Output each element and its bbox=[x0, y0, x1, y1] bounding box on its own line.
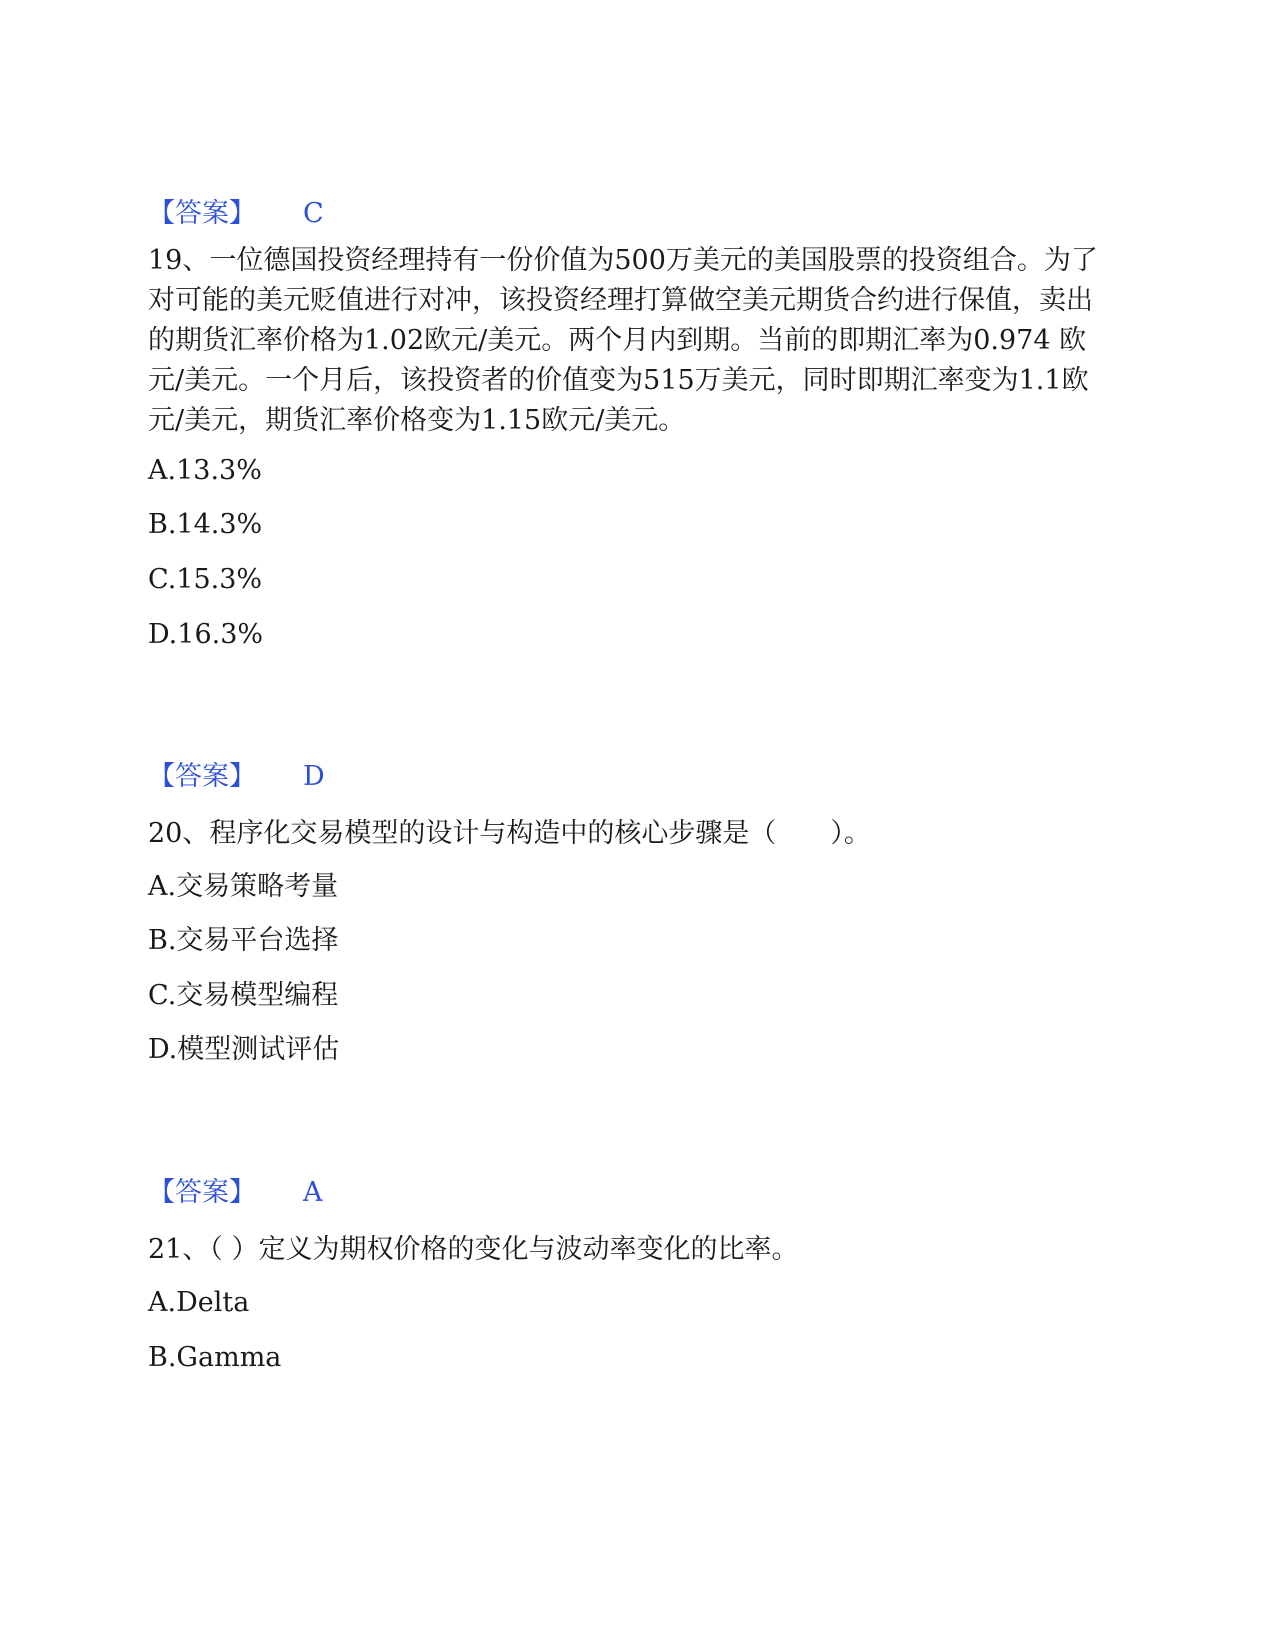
option-b: B.14.3% bbox=[148, 509, 263, 540]
question-text: 19、一位德国投资经理持有一份价值为500万美元的美国股票的投资组合。为了对可能的美元贬值进行对冲，该投资经理打算做空美元期货合约进行保值，卖出的期货汇率价格为1.02欧元/美元。两个月内到期。当前的即期汇率为0.974 欧元/美元。一个月后，该投资者的价值变为515万美元，同时即期汇率变为1.1欧元/美元，期货汇率价格变为1.15欧元/美元。 bbox=[148, 245, 1098, 436]
answer-line bbox=[148, 196, 324, 232]
answer-label: 【答案】 bbox=[148, 761, 256, 792]
answer-label: 【答案】 bbox=[148, 198, 256, 229]
answer-line bbox=[148, 759, 325, 795]
option-a: A.13.3% bbox=[148, 455, 262, 486]
option-d: D.16.3% bbox=[148, 619, 264, 650]
option-a: A.Delta bbox=[148, 1287, 250, 1318]
answer-value: A bbox=[303, 1177, 323, 1208]
option-a: A.交易策略考量 bbox=[148, 871, 339, 902]
option-d: D.模型测试评估 bbox=[148, 1034, 340, 1065]
option-b: B.Gamma bbox=[148, 1342, 282, 1373]
question-text: 20、程序化交易模型的设计与构造中的核心步骤是（ ）。 bbox=[148, 818, 871, 849]
answer-line bbox=[148, 1175, 323, 1211]
option-c: C.15.3% bbox=[148, 564, 263, 595]
option-c: C.交易模型编程 bbox=[148, 980, 339, 1011]
answer-value: D bbox=[303, 761, 325, 792]
answer-label: 【答案】 bbox=[148, 1177, 256, 1208]
answer-value: C bbox=[303, 198, 324, 229]
question-text: 21、（ ）定义为期权价格的变化与波动率变化的比率。 bbox=[148, 1234, 799, 1265]
option-b: B.交易平台选择 bbox=[148, 925, 339, 956]
